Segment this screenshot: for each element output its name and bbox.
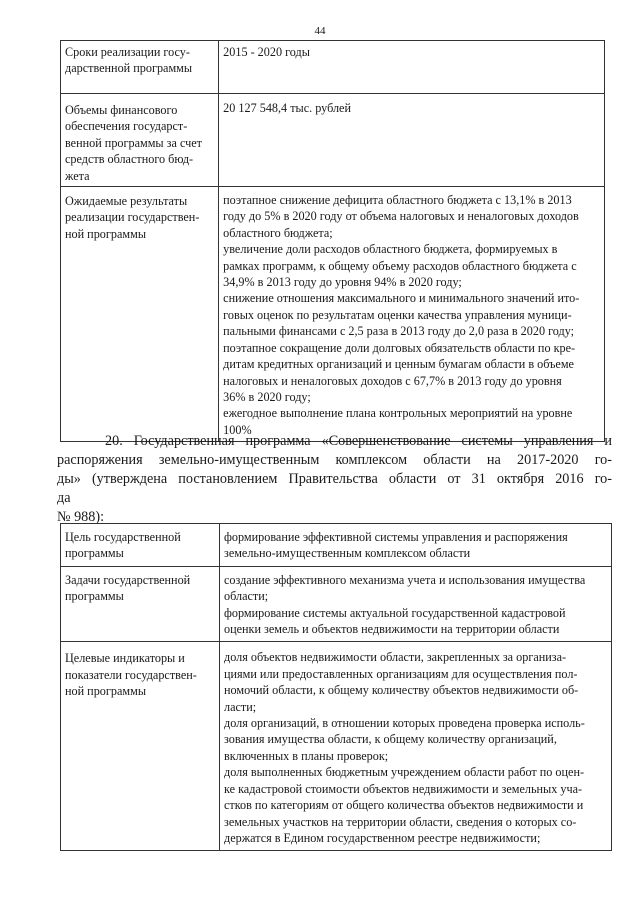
row-value-line: ежегодное выполнение плана контрольных мероприятий на уровне <box>223 406 573 421</box>
row-value-line: формирование эффективной системы управления и распоряжения <box>224 530 568 544</box>
row-value-line: циями или предоставленных организациям для осуществления пол- <box>224 666 578 681</box>
row-label-line: Задачи государственной <box>65 572 191 587</box>
row-value-line: области; <box>224 589 269 604</box>
row-value-line: доля выполненных бюджетным учреждением области работ по оцен- <box>224 765 585 780</box>
row-label-line: программы <box>65 589 124 604</box>
row-value-cell <box>219 94 605 187</box>
table-row-funding <box>61 94 605 187</box>
row-value-line: формирование системы актуальной государственной кадастровой <box>224 605 566 620</box>
row-label-cell <box>61 41 219 94</box>
row-label-line: реализации государствен- <box>65 210 200 225</box>
row-value-line: дитам кредитных организаций и ценным бумагам области в объеме <box>223 357 574 372</box>
row-value-line: земельных участков на территории области, сведения о которых со- <box>224 814 577 829</box>
heading-line: 20. Государственная программа «Совершенствование системы управления и <box>105 433 612 449</box>
program-passport-table-top <box>60 40 605 442</box>
row-value-line: 36% в 2020 году; <box>223 389 311 404</box>
heading-line: распоряжения земельно-имущественным комплексом области на 2017-2020 го- <box>57 452 612 468</box>
row-value-line: 2015 - 2020 годы <box>223 45 310 59</box>
table-row-period <box>61 41 605 94</box>
row-value-line: земельно-имущественным комплексом области <box>224 546 471 561</box>
row-label-line: ной программы <box>65 684 147 699</box>
row-label-line: ной программы <box>65 226 147 241</box>
row-value-line: снижение отношения максимального и минимального значений ито- <box>223 291 580 306</box>
row-value-line: году до 5% в 2020 году от объема налоговых и неналоговых доходов <box>223 209 579 224</box>
row-label-cell <box>61 566 220 642</box>
row-label-line: программы <box>65 546 124 561</box>
row-label-line: Цель государственной <box>65 530 181 544</box>
row-value-line: налоговых и неналоговых доходов с 67,7% в 2013 году до уровня <box>223 373 562 388</box>
row-value-line: доля объектов недвижимости области, закрепленных за организа- <box>224 650 567 665</box>
row-value-line: 34,9% в 2013 году до уровня 94% в 2020 году; <box>223 275 462 290</box>
row-label-cell <box>61 94 219 187</box>
page-number: 44 <box>314 25 326 37</box>
row-label-line: средств областного бюд- <box>65 152 194 167</box>
row-label-line: Ожидаемые результаты <box>65 194 188 209</box>
heading-line: да <box>57 490 71 506</box>
row-value-line: ласти; <box>224 699 257 714</box>
row-label-cell <box>61 187 219 442</box>
row-label-line: Целевые индикаторы и <box>65 651 185 666</box>
row-value-line: номочий области, к общему количеству объектов недвижимости об- <box>224 683 579 698</box>
row-label-line: дарственной программы <box>65 61 193 76</box>
row-value-line: создание эффективного механизма учета и использования имущества <box>224 572 586 587</box>
row-value-line: рамках программ, к общему объему расходов областного бюджета с <box>223 258 577 273</box>
row-value-cell <box>220 524 612 567</box>
table-row-tasks <box>61 566 612 642</box>
row-value-cell <box>220 566 612 642</box>
program-passport-table-bottom <box>60 523 612 851</box>
row-value-line: пальными финансами с 2,5 раза в 2013 году до 2,0 раза в 2020 году; <box>223 324 575 339</box>
row-value-line: стков по категориям от общего количества объектов недвижимости и <box>224 798 584 813</box>
row-value-line: говых оценок по результатам оценки качества управления муници- <box>223 307 572 322</box>
row-label-line: венной программы за счет <box>65 135 202 150</box>
row-label-cell <box>61 642 220 851</box>
table-row-expected-results <box>61 187 605 442</box>
program-heading <box>57 432 612 527</box>
row-value-line: доля организаций, в отношении которых проведена проверка исполь- <box>224 716 585 731</box>
row-value-line: включенных в планы проверок; <box>224 748 389 763</box>
row-label-line: Сроки реализации госу- <box>65 45 190 59</box>
row-value-line: держатся в Едином государственном реестре недвижимости; <box>224 830 541 845</box>
row-value-line: 100% <box>223 422 252 437</box>
row-value-line: зования имущества области, к общему количеству организаций, <box>224 732 557 747</box>
row-label-line: показатели государствен- <box>65 667 197 682</box>
heading-line: № 988): <box>57 509 105 525</box>
row-value-line: областного бюджета; <box>223 225 333 240</box>
row-label-line: обеспечения государст- <box>65 119 188 134</box>
row-value-cell <box>219 187 605 442</box>
table-row-goal <box>61 524 612 567</box>
row-label-cell <box>61 524 220 567</box>
row-value-line: 20 127 548,4 тыс. рублей <box>223 101 351 115</box>
heading-line: ды» (утверждена постановлением Правительства области от 31 октября 2016 го- <box>57 471 612 487</box>
row-value-line: увеличение доли расходов областного бюджета, формируемых в <box>223 242 558 257</box>
row-label-line: Объемы финансового <box>65 103 178 117</box>
row-value-line: оценки земель и объектов недвижимости на территории области <box>224 622 560 637</box>
row-value-line: ке кадастровой стоимости объектов недвижимости и земельных уча- <box>224 781 583 796</box>
row-label-line: жета <box>65 168 90 183</box>
row-value-cell <box>220 642 612 851</box>
row-value-line: поэтапное снижение дефицита областного бюджета с 13,1% в 2013 <box>223 193 572 208</box>
table-row-indicators <box>61 642 612 851</box>
row-value-line: поэтапное сокращение доли долговых обязательств области по кре- <box>223 340 576 355</box>
row-value-cell <box>219 41 605 94</box>
